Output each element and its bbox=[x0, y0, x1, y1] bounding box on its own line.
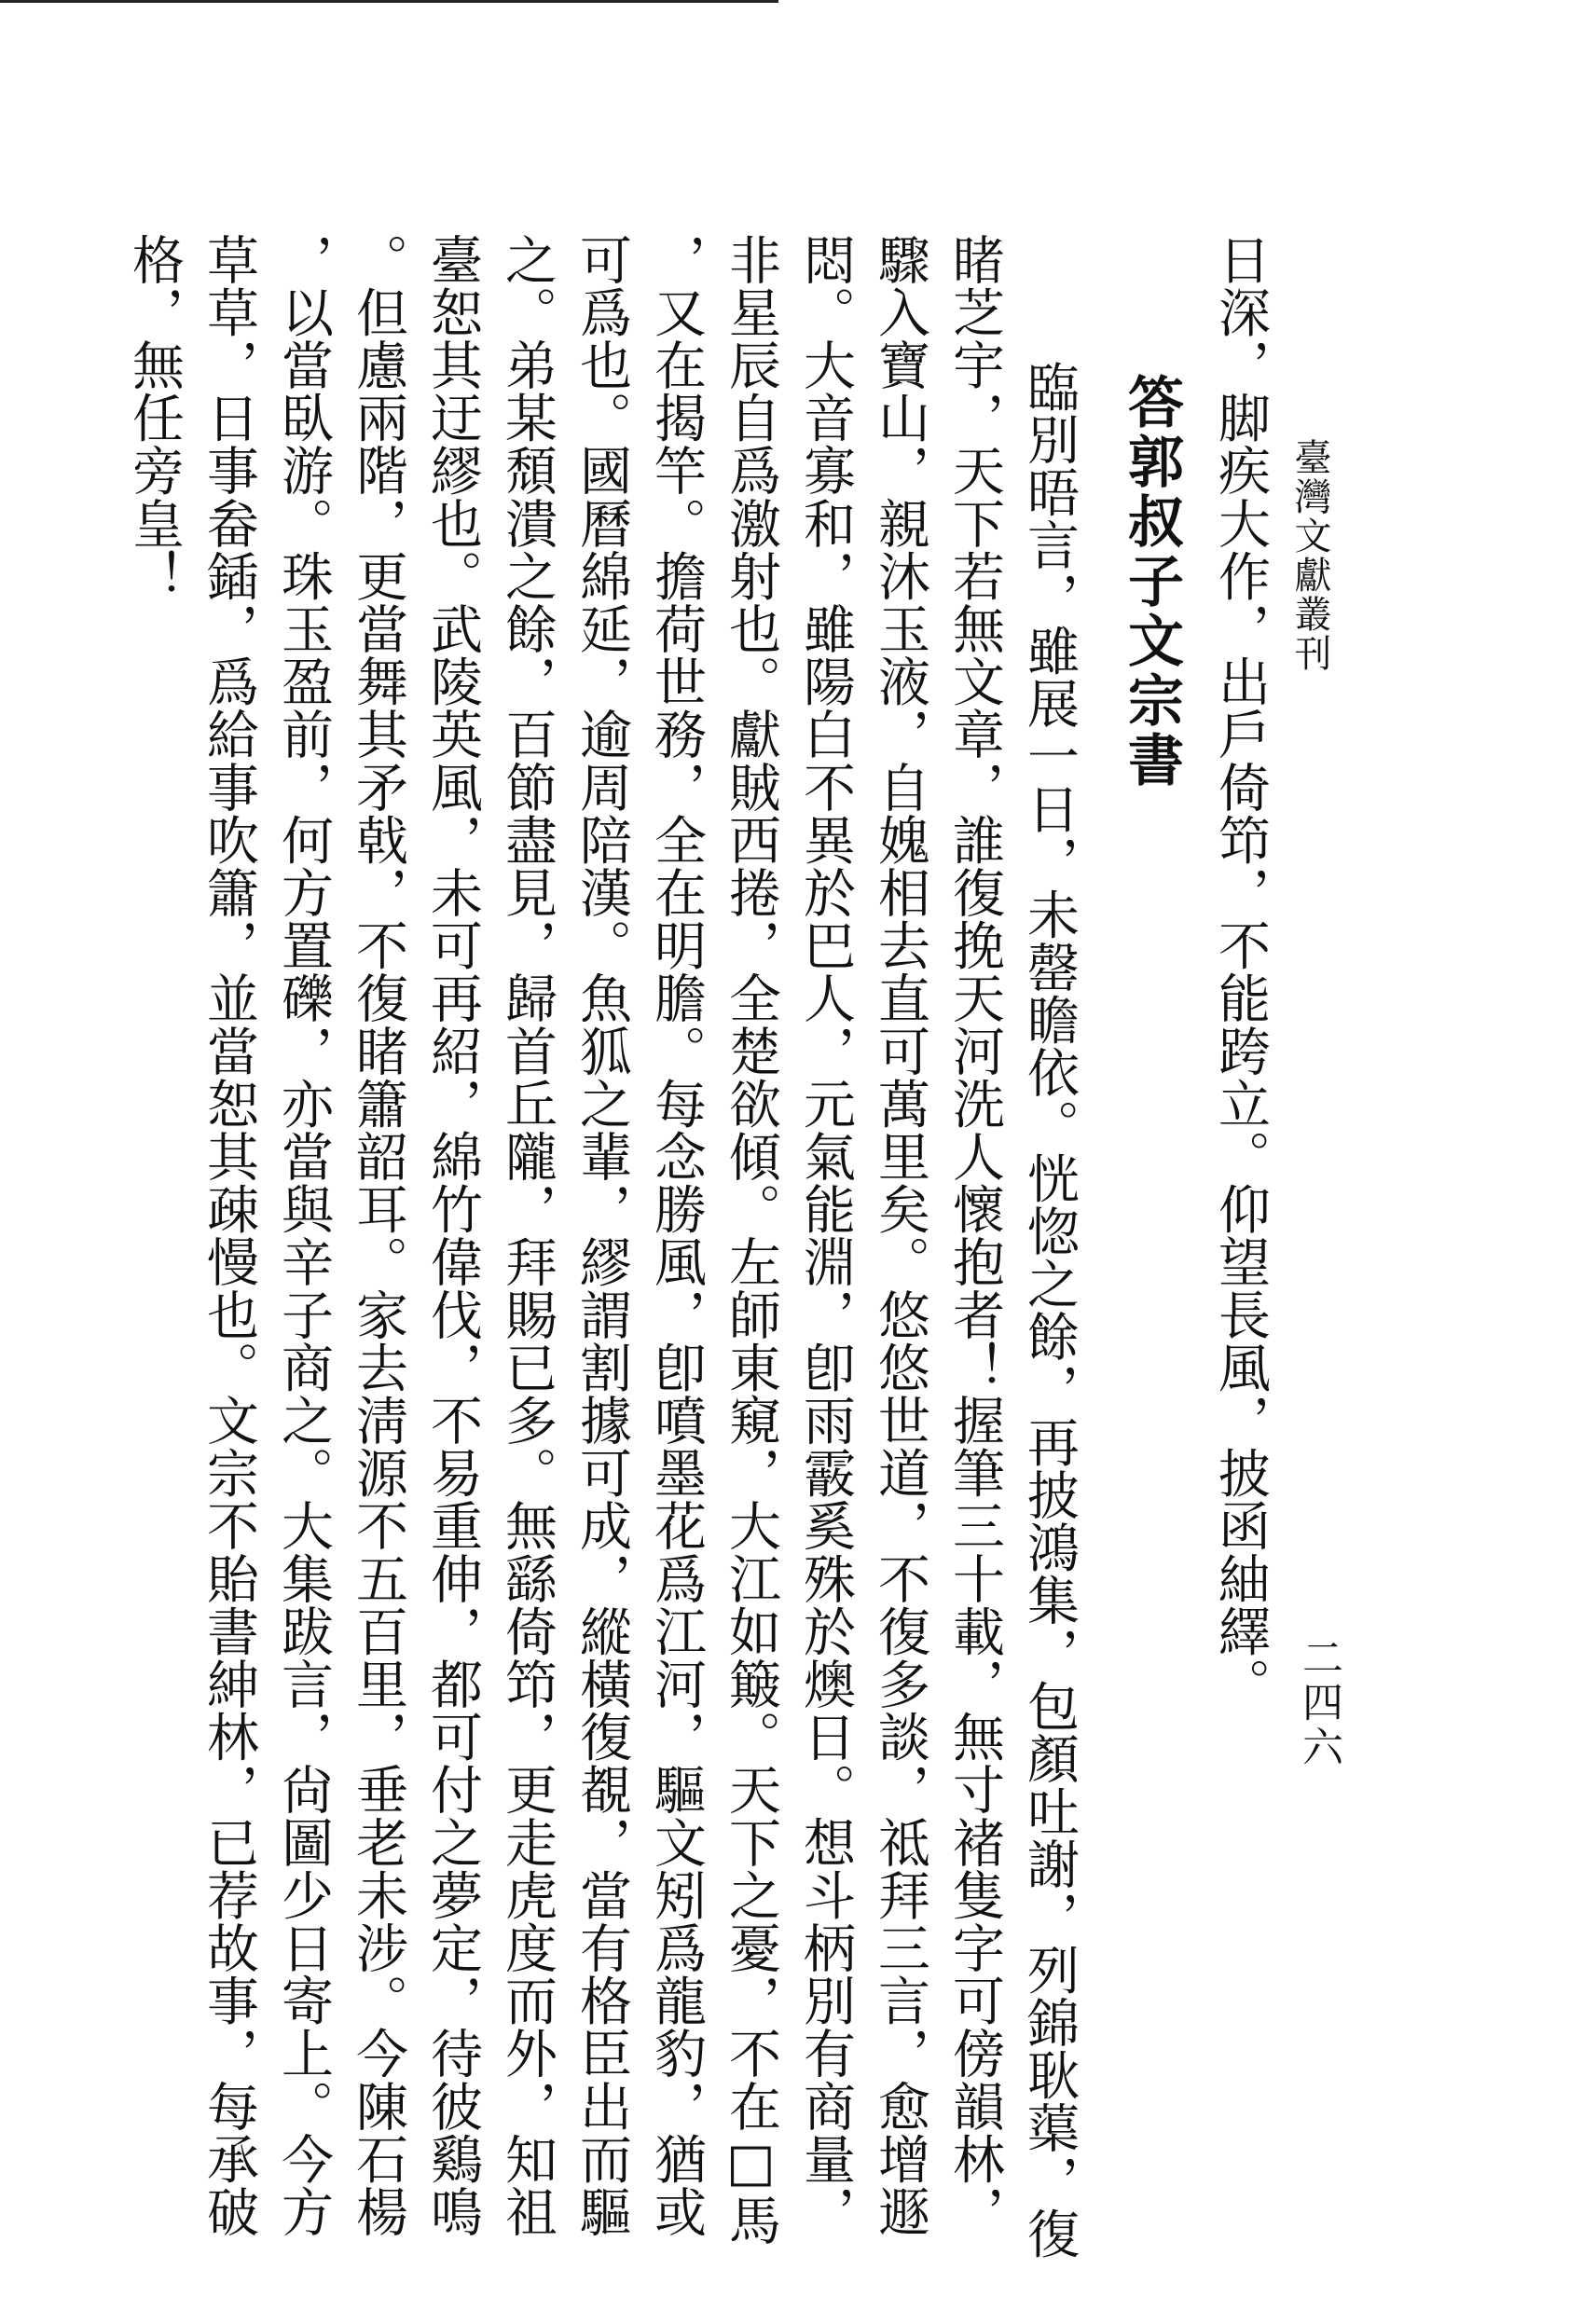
text-column-13: ，以當臥游。珠玉盈前，何方置礫，亦當與辛子商之。大集跋言，尙圖少日寄上。今方 bbox=[273, 233, 334, 2238]
text-column-1: 日深，脚疾大作，出戶倚笻，不能跨立。仰望長風，披函紬繹。 bbox=[1210, 233, 1271, 1711]
text-column-14: 草草，日事畚鍤，爲給事吹簫，並當恕其疎慢也。文宗不貽書紳林，已荐故事，每承破 bbox=[199, 233, 259, 2238]
text-column-5: 驟入寶山，親沐玉液，自媿相去直可萬里矣。悠悠世道，不復多談，祗拜三言，愈增遯 bbox=[870, 233, 930, 2238]
text-column-7: 非星辰自爲激射也。獻賊西捲，全楚欲傾。左師東窺，大江如簸。天下之憂，不在□馬 bbox=[721, 233, 781, 2247]
text-column-12: 。但慮兩階，更當舞其矛戟，不復睹簫韶耳。家去淸源不五百里，垂老未涉。今陳石楊 bbox=[348, 233, 408, 2238]
text-column-9: 可爲也。國曆綿延，逾周陪漢。魚狐之輩，繆謂割據可成，縱橫復覩，當有格臣出而驅 bbox=[571, 233, 632, 2238]
text-column-15: 格，無任旁皇！ bbox=[124, 233, 185, 603]
text-column-10: 之。弟某頹潰之餘，百節盡見，歸首丘隴，拜賜已多。無繇倚笻，更走虎度而外，知祖 bbox=[497, 233, 557, 2238]
page-number: 二四六 bbox=[1295, 1636, 1342, 1770]
text-column-11: 臺恕其迂繆也。武陵英風，未可再紹，綿竹偉伐，不易重伸，都可付之夢定，待彼鷄鳴 bbox=[422, 233, 483, 2238]
text-column-6: 悶。大音寡和，雖陽白不異於巴人，元氣能淵，卽雨霰奚殊於燠日。想斗柄別有商量， bbox=[795, 233, 856, 2238]
text-column-8: ，又在揭竿。擔荷世務，全在明膽。每念勝風，卽噴墨花爲江河，驅文矧爲龍豹，猶或 bbox=[646, 233, 707, 2238]
running-title: 臺灣文獻叢刊 bbox=[1288, 438, 1331, 673]
top-rule bbox=[0, 0, 778, 3]
text-column-3: 臨別晤言，雖展一日，未罄瞻依。恍惚之餘，再披鴻集，包顏吐謝，列錦耿蕖，復 bbox=[1019, 308, 1080, 2261]
letter-title: 答郭叔子文宗書 bbox=[1119, 373, 1184, 791]
text-column-4: 睹芝宇，天下若無文章，誰復挽天河洗人懷抱者！握筆三十載，無寸褚隻字可傍韻林， bbox=[944, 233, 1005, 2238]
